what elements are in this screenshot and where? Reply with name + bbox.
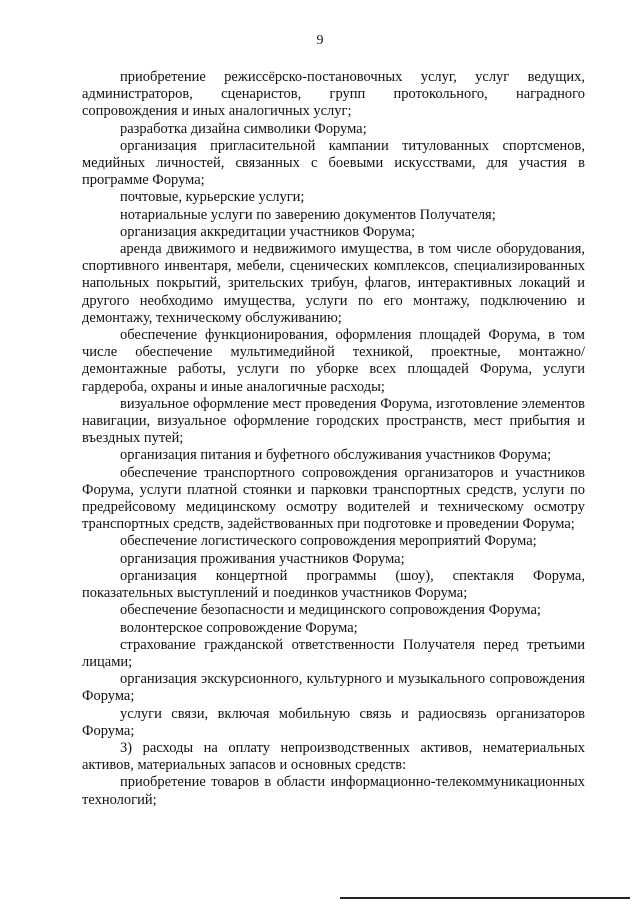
paragraph-symbol-design: разработка дизайна символики Форума; [120, 120, 367, 137]
paragraph-excursion-cultural: организация экскурсионного, культурного и музыкального сопровождения Форума; [82, 671, 585, 705]
paragraph-accreditation: организация аккредитации участников Форума; [120, 223, 416, 240]
paragraph-communications: услуги связи, включая мобильную связь и радиосвязь организаторов Форума; [82, 705, 585, 739]
paragraph-visual-design: визуальное оформление мест проведения Форума, изготовление элементов навигации, визуальное оформление городских пространств, мест прибытия и въездных путей; [82, 395, 585, 447]
page-number: 9 [316, 33, 324, 48]
paragraph-notary-services: нотариальные услуги по заверению документов Получателя; [120, 206, 496, 223]
paragraph-directing-services: приобретение режиссёрско-постановочных услуг, услуг ведущих, администраторов, сценаристов, групп протокольного, наградного сопровождения и иных аналогичных услуг; [82, 69, 585, 120]
paragraph-ict-goods: приобретение товаров в области информационно-телекоммуникационных технологий; [82, 774, 585, 808]
paragraph-concert-program: организация концертной программы (шоу), спектакля Форума, показательных выступлений и поединков участников Форума; [82, 567, 585, 602]
paragraph-accommodation: организация проживания участников Форума; [120, 550, 405, 567]
paragraph-invitation-campaign: организация пригласительной кампании титулованных спортсменов, медийных личностей, связанных с боевыми искусствами, для участия в программе Форума; [82, 137, 585, 189]
document-body [82, 69, 585, 809]
paragraph-venue-operation: обеспечение функционирования, оформления площадей Форума, в том числе обеспечение мультимедийной техникой, проектные, монтажно/демонтажные работы, услуги по уборке всех площадей Форума, услуги гардероба, охраны и иные аналогичные расходы; [82, 327, 585, 395]
paragraph-catering: организация питания и буфетного обслуживания участников Форума; [120, 447, 552, 464]
paragraph-logistics: обеспечение логистического сопровождения мероприятий Форума; [120, 533, 537, 550]
paragraph-security-medical: обеспечение безопасности и медицинского сопровождения Форума; [120, 602, 541, 619]
paragraph-transport: обеспечение транспортного сопровождения организаторов и участников Форума, услуги платной стоянки и парковки транспортных средств, услуги по предрейсовому медицинскому осмотру водителей и техническому осмотру транспортных средств, задействованных при подготовке и проведении Форума; [82, 464, 585, 533]
bottom-rule-line [340, 897, 630, 899]
paragraph-liability-insurance: страхование гражданской ответственности Получателя перед третьими лицами; [82, 636, 585, 670]
paragraph-non-production-assets: 3) расходы на оплату непроизводственных активов, нематериальных активов, материальных запасов и основных средств: [82, 739, 585, 774]
paragraph-property-rental: аренда движимого и недвижимого имущества, в том числе оборудования, спортивного инвентаря, мебели, сценических комплексов, специализированных напольных покрытий, зрительских трибун, флагов, интерактивных локаций и другого необходимо имущества, услуги по его монтажу, подключению и демонтажу, техническому обслуживанию; [82, 241, 585, 326]
paragraph-volunteers: волонтерское сопровождение Форума; [120, 619, 358, 636]
paragraph-postal-services: почтовые, курьерские услуги; [120, 189, 305, 206]
